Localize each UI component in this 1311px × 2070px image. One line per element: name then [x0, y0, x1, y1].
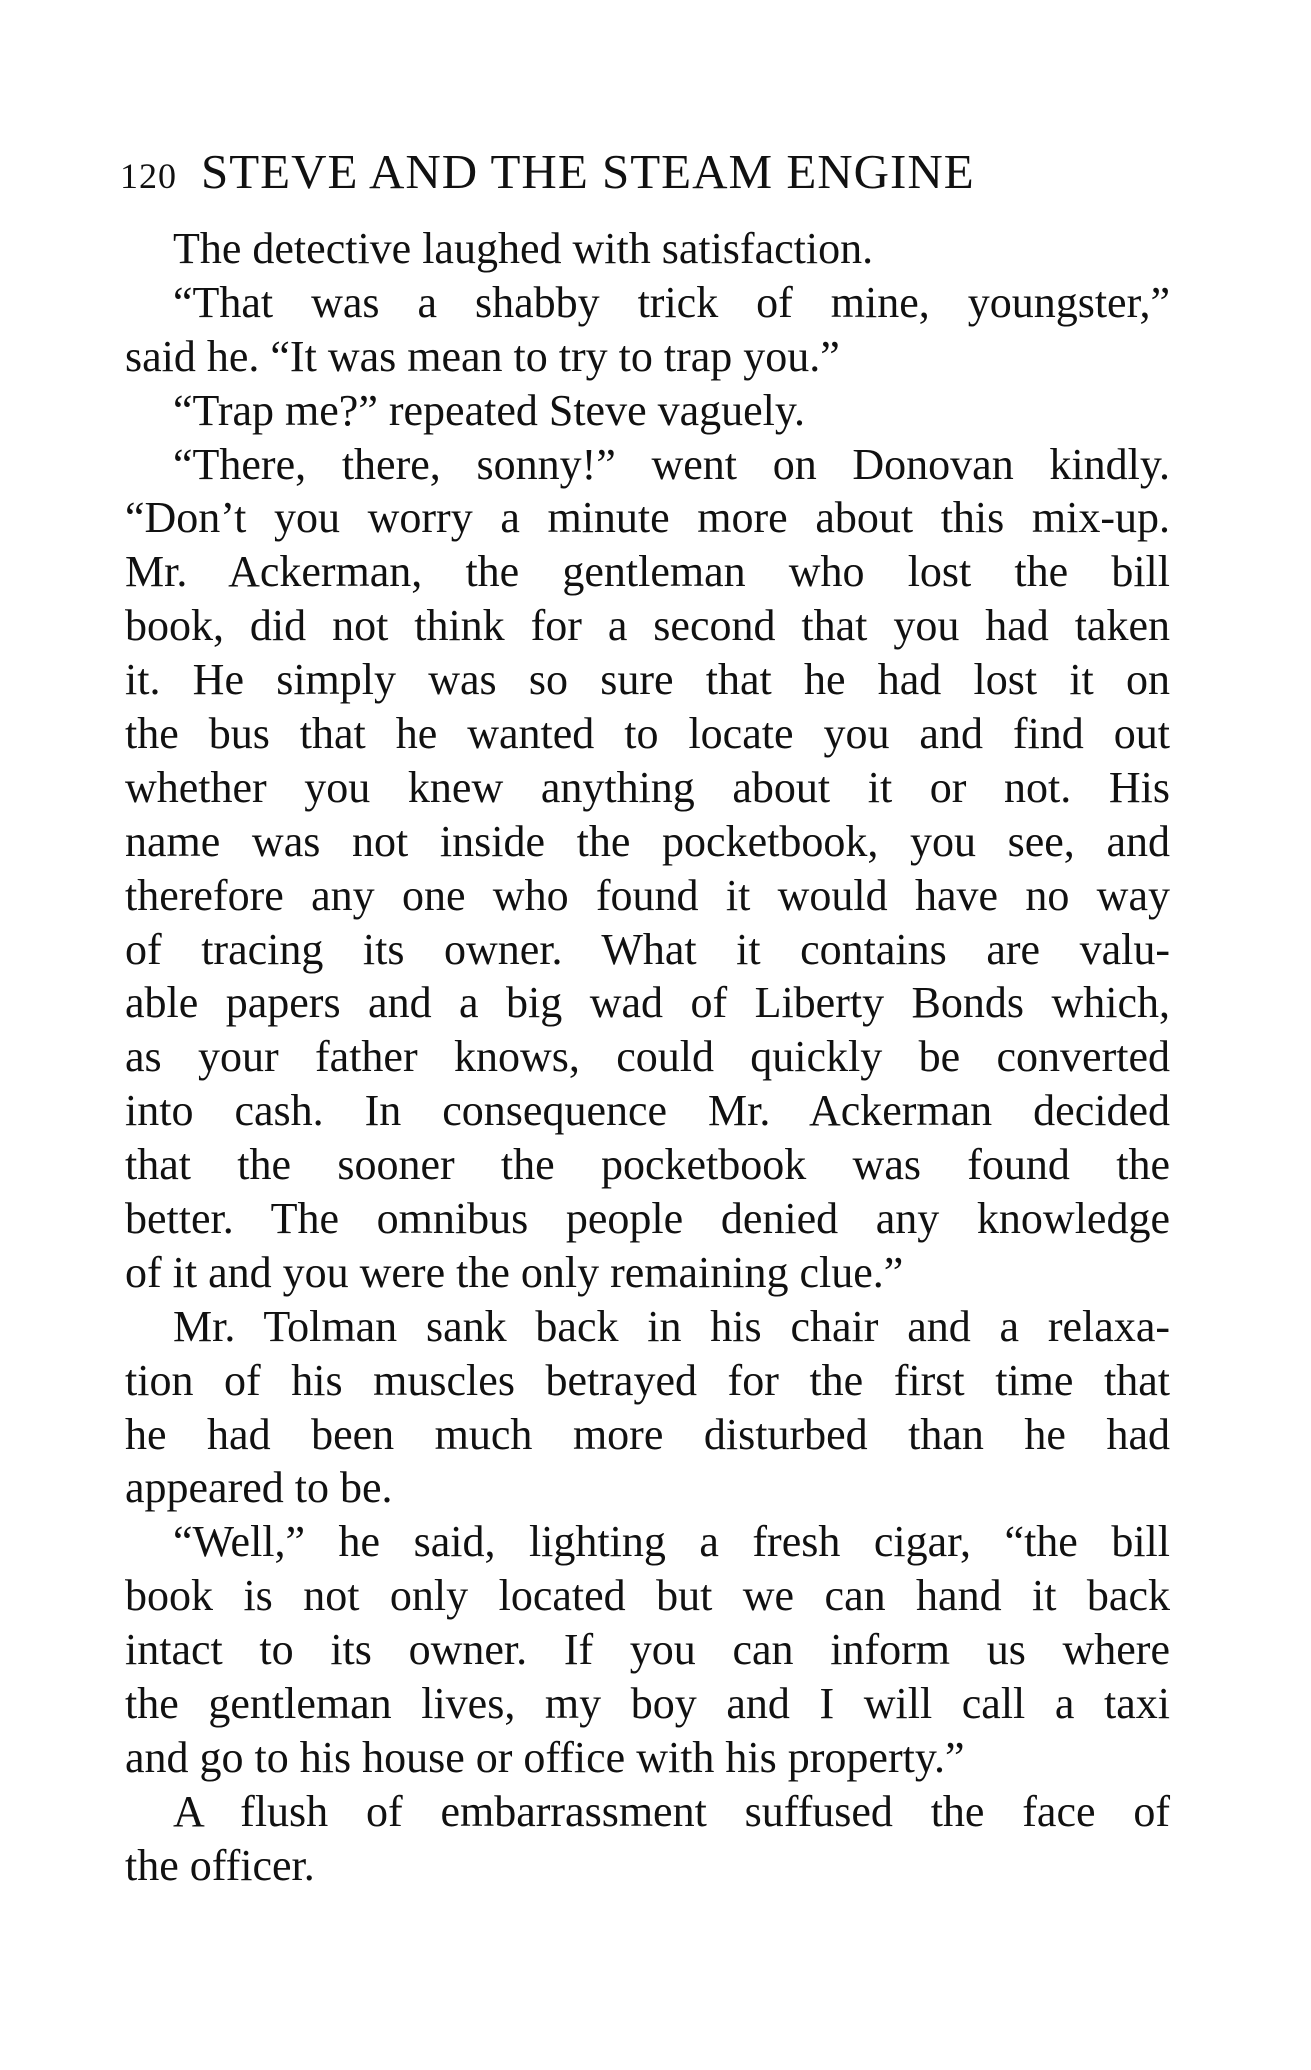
text-line: the bus that he wanted to locate you and find out	[125, 709, 1170, 759]
text-line: Mr. Tolman sank back in his chair and a relaxa-	[173, 1301, 1170, 1351]
text-line: “There, there, sonny!” went on Donovan kindly.	[173, 439, 1170, 489]
text-line: The detective laughed with satisfaction.	[173, 224, 874, 273]
text-line: as your father knows, could quickly be converted	[125, 1032, 1170, 1082]
text-line: “Don’t you worry a minute more about this mix-up.	[125, 493, 1170, 543]
text-line: whether you knew anything about it or not. His	[125, 762, 1170, 812]
text-line: “That was a shabby trick of mine, youngster,”	[173, 277, 1170, 327]
text-line: the gentleman lives, my boy and I will call a taxi	[125, 1679, 1170, 1729]
text-line: “Well,” he said, lighting a fresh cigar, “the bill	[173, 1517, 1170, 1567]
text-line: “Trap me?” repeated Steve vaguely.	[173, 385, 806, 435]
text-line: the officer.	[125, 1840, 315, 1890]
text-line: it. He simply was so sure that he had lost it on	[125, 655, 1170, 705]
text-line: book, did not think for a second that you had taken	[125, 601, 1170, 651]
text-line: therefore any one who found it would have no way	[125, 870, 1170, 920]
text-line: intact to its owner. If you can inform us where	[125, 1625, 1170, 1675]
text-line: book is not only located but we can hand it back	[125, 1571, 1170, 1621]
running-head-title: STEVE AND THE STEAM ENGINE	[201, 144, 975, 199]
text-line: better. The omnibus people denied any knowledge	[125, 1194, 1170, 1244]
text-line: A flush of embarrassment suffused the face of	[173, 1786, 1170, 1836]
text-line: able papers and a big wad of Liberty Bonds which,	[125, 978, 1170, 1028]
running-head	[120, 143, 1170, 207]
text-line: he had been much more disturbed than he had	[125, 1409, 1170, 1459]
text-line: into cash. In consequence Mr. Ackerman decided	[125, 1086, 1170, 1136]
text-line: and go to his house or office with his property.”	[125, 1732, 965, 1782]
page-number: 120	[120, 156, 177, 196]
text-line: name was not inside the pocketbook, you see, and	[125, 816, 1170, 866]
text-line: said he. “It was mean to try to trap you.”	[125, 331, 840, 381]
body-text	[125, 222, 1170, 1893]
text-line: tion of his muscles betrayed for the first time that	[125, 1355, 1170, 1405]
text-line: that the sooner the pocketbook was found the	[125, 1140, 1170, 1190]
text-line: of it and you were the only remaining clue.”	[125, 1247, 904, 1297]
text-line: appeared to be.	[125, 1463, 393, 1513]
text-line: of tracing its owner. What it contains are valu-	[125, 924, 1170, 974]
text-line: Mr. Ackerman, the gentleman who lost the bill	[125, 547, 1170, 597]
